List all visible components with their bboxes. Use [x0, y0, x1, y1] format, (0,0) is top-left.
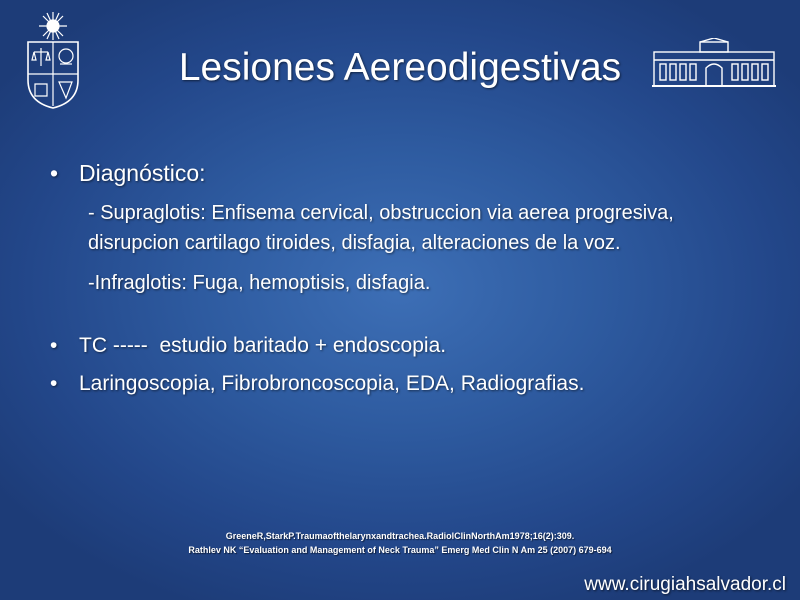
reference-line: Rathlev NK “Evaluation and Management of Neck Trauma” Emerg Med Clin N Am 25 (2007) 679-694: [188, 545, 612, 555]
bullet-tc: [48, 332, 768, 360]
bullet-diagnostico: [48, 158, 768, 188]
reference-line: GreeneR,StarkP.Traumaofthelarynxandtrachea.RadiolClinNorthAm1978;16(2):309.: [225, 531, 575, 541]
bullet-dot: •: [50, 160, 59, 186]
references: [0, 529, 800, 557]
sub-item-supraglotis: - Supraglotis: Enfisema cervical, obstruccion via aerea progresiva, disrupcion cartilago tiroides, disfagia, alteraciones de la voz.: [88, 202, 674, 254]
bullet-text: TC ----- estudio baritado + endoscopia.: [79, 334, 447, 357]
bullet-text: Laringoscopia, Fibrobroncoscopia, EDA, Radiografias.: [79, 372, 585, 395]
bullet-laringoscopia: [48, 370, 768, 398]
slide-title: Lesiones Aereodigestivas: [178, 46, 622, 89]
website-url: www.cirugiahsalvador.cl: [584, 574, 786, 595]
bullet-text: Diagnóstico:: [79, 160, 206, 186]
bullet-dot: •: [50, 334, 58, 357]
sub-item-infraglotis: -Infraglotis: Fuga, hemoptisis, disfagia.: [88, 272, 431, 294]
slide-body: [48, 158, 768, 408]
bullet-dot: •: [50, 372, 58, 395]
